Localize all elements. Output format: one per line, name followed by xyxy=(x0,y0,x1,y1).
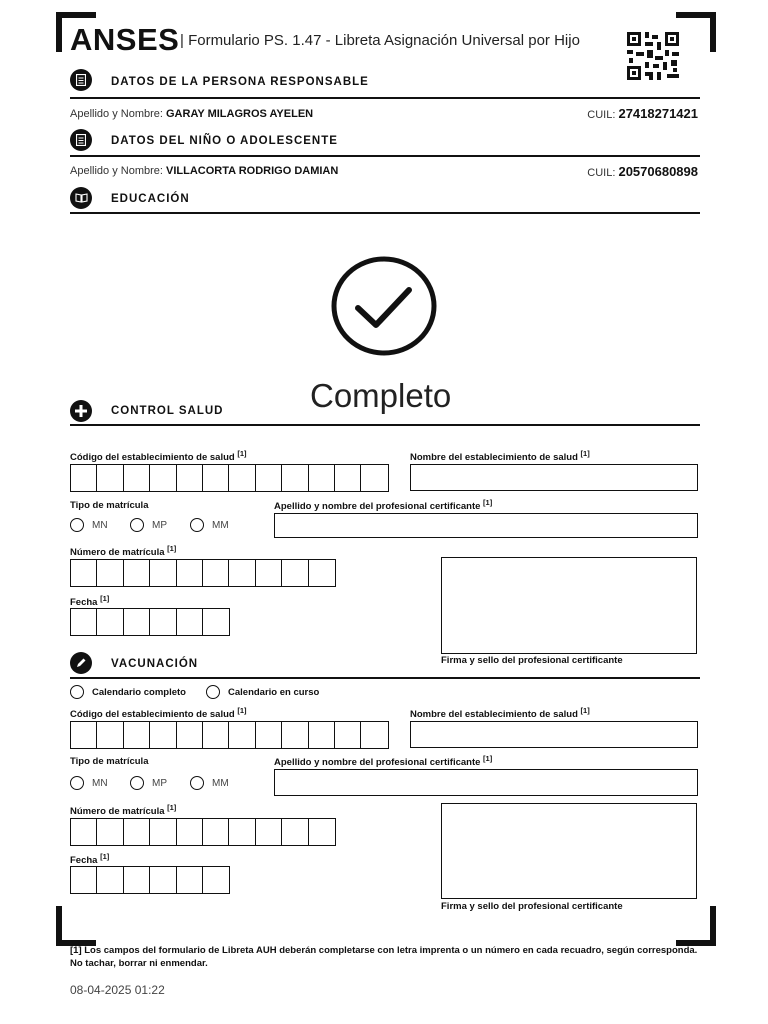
section-title-responsable: DATOS DE LA PERSONA RESPONSABLE xyxy=(111,76,369,88)
vac-fecha-input[interactable] xyxy=(70,866,230,894)
radio-calendario-en-curso[interactable]: Calendario en curso xyxy=(206,685,319,699)
nombre-establecimiento-input[interactable] xyxy=(410,464,698,491)
tipo-matricula-label: Tipo de matrícula xyxy=(70,500,149,511)
footnote-line-1: [1] Los campos del formulario de Libreta AUH deberán completarse con letra imprenta o un número en cada recuadro, según corresponda. xyxy=(70,945,698,956)
fecha-label: Fecha [1] xyxy=(70,852,110,867)
fecha-input[interactable] xyxy=(70,608,230,636)
anses-logo: ANSES xyxy=(70,22,180,57)
profesional-input[interactable] xyxy=(274,513,698,538)
cuil-label: CUIL: xyxy=(587,109,616,121)
radio-calendario-completo[interactable]: Calendario completo xyxy=(70,685,186,699)
firma-sello-box[interactable] xyxy=(441,557,697,654)
codigo-label: Código del establecimiento de salud [1] xyxy=(70,706,247,721)
vac-radio-mp[interactable]: MP xyxy=(130,776,167,790)
radio-mm[interactable]: MM xyxy=(190,518,229,532)
responsable-name-row xyxy=(70,108,313,120)
fecha-label: Fecha [1] xyxy=(70,594,110,609)
name-label: Apellido y Nombre: xyxy=(70,108,163,120)
profesional-label: Apellido y nombre del profesional certificante [1] xyxy=(274,498,493,513)
section-divider xyxy=(70,155,700,157)
corner-mark-bottom-left xyxy=(56,906,96,946)
qr-code-icon xyxy=(627,32,679,80)
vac-numero-matricula-input[interactable] xyxy=(70,818,336,846)
firma-label: Firma y sello del profesional certificante xyxy=(441,655,623,666)
footnote-line-2: No tachar, borrar ni enmendar. xyxy=(70,958,208,969)
document-icon xyxy=(70,69,92,91)
section-title-control-salud: CONTROL SALUD xyxy=(111,405,224,417)
document-icon xyxy=(70,129,92,151)
corner-mark-top-right xyxy=(676,12,716,52)
nino-name-row xyxy=(70,165,338,177)
responsable-cuil xyxy=(560,106,698,121)
profesional-label: Apellido y nombre del profesional certificante [1] xyxy=(274,754,493,769)
radio-mp[interactable]: MP xyxy=(130,518,167,532)
nombre-label: Nombre del establecimiento de salud [1] xyxy=(410,449,590,464)
codigo-establecimiento-input[interactable] xyxy=(70,464,389,492)
vac-codigo-establecimiento-input[interactable] xyxy=(70,721,389,749)
footnote xyxy=(70,944,710,970)
pencil-icon xyxy=(70,652,92,674)
cuil-label: CUIL: xyxy=(587,167,616,179)
book-icon xyxy=(70,187,92,209)
vac-radio-mn[interactable]: MN xyxy=(70,776,108,790)
nino-cuil-value: 20570680898 xyxy=(618,164,698,179)
numero-matricula-label: Número de matrícula [1] xyxy=(70,803,177,818)
section-divider xyxy=(70,677,700,679)
vac-nombre-establecimiento-input[interactable] xyxy=(410,721,698,748)
section-divider xyxy=(70,97,700,99)
plus-icon xyxy=(70,400,92,422)
vac-radio-mm[interactable]: MM xyxy=(190,776,229,790)
section-title-nino: DATOS DEL NIÑO O ADOLESCENTE xyxy=(111,135,338,147)
section-title-vacunacion: VACUNACIÓN xyxy=(111,658,199,670)
education-status: Completo xyxy=(310,377,452,414)
responsable-cuil-value: 27418271421 xyxy=(618,106,698,121)
corner-mark-bottom-right xyxy=(676,906,716,946)
vac-profesional-input[interactable] xyxy=(274,769,698,796)
section-title-educacion: EDUCACIÓN xyxy=(111,193,190,205)
vac-firma-sello-box[interactable] xyxy=(441,803,697,899)
codigo-label: Código del establecimiento de salud [1] xyxy=(70,449,247,464)
tipo-matricula-label: Tipo de matrícula xyxy=(70,756,149,767)
section-divider xyxy=(70,424,700,426)
responsable-name-value: GARAY MILAGROS AYELEN xyxy=(166,108,314,120)
numero-matricula-input[interactable] xyxy=(70,559,336,587)
timestamp: 08-04-2025 01:22 xyxy=(70,983,165,997)
section-divider xyxy=(70,212,700,214)
radio-mn[interactable]: MN xyxy=(70,518,108,532)
numero-matricula-label: Número de matrícula [1] xyxy=(70,544,177,559)
nino-cuil xyxy=(560,164,698,179)
document-title: | Formulario PS. 1.47 - Libreta Asignación Universal por Hijo xyxy=(180,32,580,49)
nino-name-value: VILLACORTA RODRIGO DAMIAN xyxy=(166,165,339,177)
firma-label: Firma y sello del profesional certificante xyxy=(441,901,623,912)
nombre-label: Nombre del establecimiento de salud [1] xyxy=(410,706,590,721)
name-label: Apellido y Nombre: xyxy=(70,165,163,177)
check-circle-icon xyxy=(331,256,437,356)
